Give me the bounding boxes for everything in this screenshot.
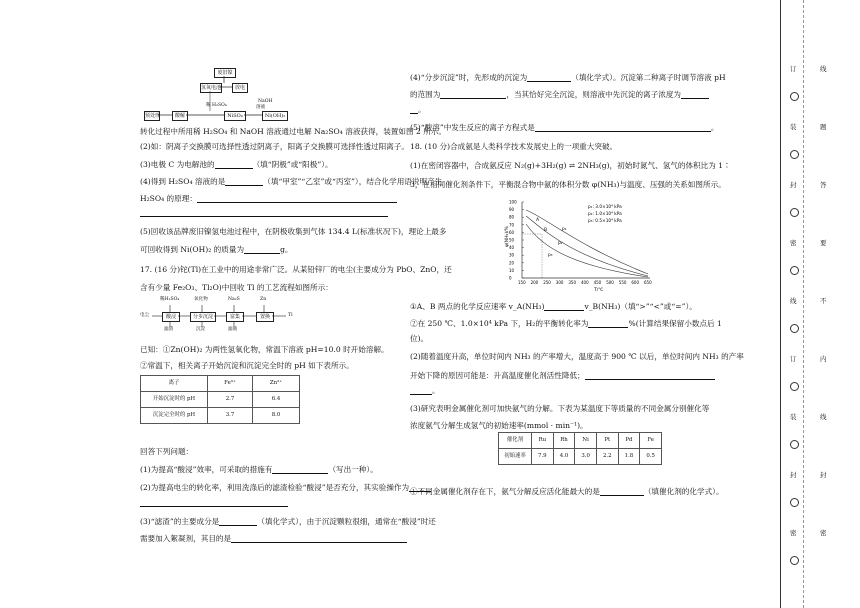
table-header: 催化剂	[499, 433, 532, 449]
binding-char: 订	[790, 65, 797, 73]
text-segment: 开始下降的原因可能是：升高温度催化剂活性降低；	[410, 371, 585, 380]
table-row	[141, 392, 300, 408]
answer-blank[interactable]	[215, 160, 253, 169]
question-2-line	[410, 371, 715, 380]
text-segment: 需要加入絮凝剂，其目的是	[140, 534, 232, 543]
flow-box: Ni(OH)₂	[262, 111, 288, 121]
flow-box: 预处理	[145, 113, 161, 119]
y-tick-label: 40	[509, 245, 515, 251]
table-cell: 3.0	[575, 449, 597, 465]
text-segment: (2)为提高电尘的转化率，利用洗涤后的滤渣检验“酸浸”是否充分，其实验操作为	[140, 483, 410, 492]
question-3a-line	[410, 487, 724, 496]
y-axis-label: φ(NH₃)/%	[505, 226, 510, 247]
table-header: Ru	[532, 433, 554, 449]
table-header: Ni	[575, 433, 597, 449]
x-tick-label: 350	[568, 280, 577, 285]
answer-blank[interactable]	[600, 487, 644, 496]
x-axis-label: T/℃	[594, 288, 604, 292]
ph-table	[140, 375, 300, 424]
binding-dash	[803, 0, 804, 608]
text-segment: ，当其恰好完全沉淀，则溶液中先沉淀的离子浓度为	[506, 90, 682, 99]
y-tick-label: 100	[509, 199, 517, 205]
flow-label: 稀 H₂SO₄	[206, 103, 227, 108]
text-line: 3，在相同催化剂条件下，平衡混合物中氨的体积分数 φ(NH₃)与温度、压强的关系如图所示。	[410, 180, 726, 189]
flow-box: 富集	[226, 312, 244, 322]
binding-char: 封	[790, 471, 797, 479]
answer-blank[interactable]	[544, 302, 584, 311]
text-segment: (3)“滤渣”的主要成分是	[140, 517, 220, 526]
text-segment: ①A、B 两点的化学反应速率 v_A(NH₃)	[410, 302, 545, 311]
flow-arrows	[140, 66, 320, 126]
question-4-line-3	[410, 105, 426, 114]
question-3b-line-2	[140, 534, 407, 543]
text-line: 浓度氨气分解生成氢气的初始速率(mmol · min⁻¹)。	[410, 421, 588, 430]
binding-char: 线	[820, 65, 827, 73]
flow-arrows	[140, 296, 310, 336]
curve-label: p₃	[548, 253, 553, 258]
flow-box: 酸浸	[162, 312, 180, 322]
answer-blank[interactable]	[588, 319, 628, 328]
legend-entry: p₂: 1.0×10⁴ kPa	[588, 212, 622, 217]
curve-p2	[526, 216, 648, 276]
binding-char: 密	[790, 239, 797, 247]
table-row	[141, 376, 300, 392]
text-segment: %(计算结果保留小数点后 1	[628, 319, 722, 328]
flow-output: 沉淀	[196, 327, 206, 332]
y-tick-label: 80	[509, 214, 515, 220]
x-tick-label: 200	[530, 280, 539, 285]
text-segment: 。	[418, 105, 426, 114]
table-header: Fe³⁺	[208, 376, 253, 392]
binding-char: 订	[790, 355, 797, 363]
text-line: 回答下列问题：	[140, 447, 194, 456]
table-header: Zn²⁺	[252, 376, 299, 392]
binding-hole	[790, 150, 799, 159]
question-5-line	[410, 123, 718, 132]
table-cell: 6.4	[252, 392, 299, 408]
question-1-line	[140, 465, 378, 474]
answer-blank[interactable]	[535, 123, 711, 132]
binding-hole	[790, 208, 799, 217]
binding-char: 要	[820, 239, 827, 247]
curve-label: p₂	[558, 241, 563, 246]
table-cell: 0.5	[640, 449, 662, 465]
flow-end: Tl	[288, 313, 293, 318]
text-segment: g。	[280, 245, 293, 254]
y-tick-label: 90	[509, 207, 515, 213]
flow-reagent: 稀H₂SO₄	[160, 297, 180, 302]
table-cell: 7.9	[532, 449, 554, 465]
nickel-recycle-flow	[140, 66, 320, 126]
table-header: Pt	[596, 433, 618, 449]
question-3b-line	[140, 517, 436, 526]
flow-label: 溶液	[256, 105, 266, 110]
curve-label: p₁	[562, 227, 567, 232]
question-18-title: 18. (10 分)合成氨是人类科学技术发展史上的一项重大突破。	[410, 142, 618, 151]
y-tick-label: 0	[509, 275, 512, 281]
flow-reagent: 氧化物	[194, 297, 208, 302]
text-segment: （填催化剂的化学式）。	[643, 487, 724, 496]
text-line: (2)随着温度升高，单位时间内 NH₃ 的产率增大，温度高于 900 ℃ 以后，单位时间内 NH₃ 的产率	[410, 352, 744, 361]
text-line: 位)。	[410, 334, 429, 343]
table-cell: 1.8	[618, 449, 640, 465]
text-segment: （填化学式），由于沉淀颗粒很细，通常在“酸浸”时还	[257, 517, 436, 526]
answer-line	[140, 208, 388, 217]
flow-output: 滤液	[228, 327, 238, 332]
table-cell: 沉淀完全时的 pH	[141, 408, 208, 424]
text-line: (1)在密闭容器中，合成氨反应 N₂(g)+3H₂(g) ⇌ 2NH₃(g)，初始时氮气、氢气的体积比为 1∶	[410, 161, 731, 170]
text-segment: H₂SO₄ 的原理：	[140, 194, 197, 203]
flow-reagent: Na₂S	[228, 297, 240, 302]
text-segment: 。	[432, 386, 440, 395]
binding-char: 封	[790, 181, 797, 189]
text-segment: (4)得到 H₂SO₄ 溶液的是	[140, 177, 226, 186]
binding-char: 线	[790, 297, 797, 305]
text-segment: v_B(NH₃)（填“>”“<”或“=”）。	[584, 302, 697, 311]
question-2-line	[140, 483, 431, 492]
table-cell: 开始沉淀时的 pH	[141, 392, 208, 408]
binding-char: 装	[790, 413, 797, 421]
answer-line	[140, 498, 288, 507]
x-tick-label: 450	[593, 280, 602, 285]
answer-blank[interactable]	[272, 465, 328, 474]
flow-box: 置换	[256, 312, 274, 322]
table-cell: 2.2	[596, 449, 618, 465]
flow-box: 放电	[232, 83, 248, 93]
flow-box: 酸解	[172, 111, 188, 121]
y-tick-label: 60	[509, 229, 515, 235]
legend-entry: p₃: 0.5×10⁴ kPa	[588, 219, 622, 224]
flow-start: 电尘	[140, 313, 150, 318]
binding-hole	[790, 440, 799, 449]
table-row	[499, 433, 662, 449]
text-line: 已知：①Zn(OH)₂ 为两性氢氧化物，常温下溶液 pH=10.0 时开始溶解。	[140, 345, 389, 354]
table-cell: 8.0	[252, 408, 299, 424]
text-line: 转化过程中所用稀 H₂SO₄ 和 NaOH 溶液通过电解 Na₂SO₄ 溶液获得，装置如图 2 所示。	[140, 127, 447, 136]
binding-hole	[790, 266, 799, 275]
binding-char: 内	[820, 355, 827, 363]
binding-hole	[790, 92, 799, 101]
flow-reagent: Zn	[260, 297, 267, 302]
text-segment: ②在 250 ℃、1.0×10⁴ kPa 下，H₂的平衡转化率为	[410, 319, 589, 328]
binding-char: 题	[820, 123, 827, 131]
x-ticks	[518, 280, 652, 285]
binding-char: 密	[820, 529, 827, 537]
binding-char: 不	[820, 297, 827, 305]
answer-blank[interactable]	[219, 517, 257, 526]
binding-hole	[790, 498, 799, 507]
text-line: (5)回收该品牌废旧镍氢电池过程中，在阴极收集到气体 134.4 L(标准状况下)，理论上最多	[140, 227, 447, 236]
answer-blank[interactable]	[585, 371, 715, 380]
text-line: (2)如：阴离子交换膜可选择性透过阴离子，阳离子交换膜可选择性透过阳离子。	[140, 142, 409, 151]
table-cell: 3.7	[208, 408, 253, 424]
binding-char: 线	[820, 413, 827, 421]
x-tick-label: 600	[631, 280, 640, 285]
question-4-line-2	[140, 194, 397, 203]
answer-blank[interactable]	[440, 90, 506, 99]
text-segment: (1)为提高“酸浸”效率，可采取的措施有	[140, 465, 273, 474]
answer-blank[interactable]	[197, 194, 397, 203]
text-segment: 。	[710, 123, 719, 132]
question-1a-line	[410, 302, 697, 311]
table-header: Pd	[618, 433, 640, 449]
flow-label: NaOH	[258, 99, 273, 104]
text-segment: （填“阴极”或“阳极”）。	[252, 160, 333, 169]
curve-p1	[526, 210, 648, 274]
question-5-line	[140, 245, 293, 254]
question-4-line	[140, 177, 442, 186]
y-tick-label: 20	[509, 260, 515, 266]
answer-blank[interactable]	[410, 386, 432, 395]
binding-hole	[790, 382, 799, 391]
catalyst-table	[498, 432, 662, 465]
text-segment: (4)“分步沉淀”时，先形成的沉淀为	[410, 73, 528, 82]
answer-blank[interactable]	[231, 534, 407, 543]
text-segment: （写出一种）。	[328, 465, 378, 474]
legend-entry: p₁: 3.0×10⁴ kPa	[588, 205, 622, 210]
text-segment: (3)电极 C 为电解池的	[140, 160, 215, 169]
answer-blank[interactable]	[527, 73, 571, 82]
table-cell: 2.7	[208, 392, 253, 408]
answer-blank[interactable]	[140, 498, 288, 507]
point-label: B	[544, 228, 548, 233]
answer-blank[interactable]	[140, 208, 388, 217]
y-tick-label: 10	[509, 267, 515, 273]
x-tick-label: 300	[555, 280, 564, 285]
question-3-line	[140, 160, 333, 169]
binding-char: 密	[790, 529, 797, 537]
x-tick-label: 250	[543, 280, 551, 285]
binding-line	[780, 0, 781, 608]
point-label: A	[536, 218, 540, 223]
text-segment: （填化学式）。沉淀第二种离子时调节溶液 pH	[571, 73, 726, 82]
x-tick-label: 550	[618, 280, 627, 285]
table-header: Fe	[640, 433, 662, 449]
y-tick-label: 30	[509, 252, 515, 258]
x-tick-label: 650	[644, 280, 652, 285]
binding-char: 答	[820, 181, 827, 189]
text-segment: 可回收得到 Ni(OH)₂ 的质量为	[140, 245, 245, 254]
binding-hole	[790, 324, 799, 333]
text-segment: ①不同金属催化剂存在下，氨气分解反应活化能最大的是	[410, 487, 600, 496]
answer-blank[interactable]	[681, 90, 709, 99]
binding-char: 装	[790, 123, 797, 131]
answer-blank[interactable]	[410, 105, 418, 114]
answer-blank[interactable]	[225, 177, 263, 186]
flow-box: NiSO₄	[224, 111, 246, 121]
binding-hole	[790, 556, 799, 565]
y-tick-label: 70	[509, 222, 515, 228]
answer-blank[interactable]	[244, 245, 280, 254]
question-4-line	[410, 73, 726, 82]
binding-margin	[776, 0, 860, 608]
text-segment: （填“甲室”“乙室”或“丙室”），结合化学用语说明产生	[263, 177, 443, 186]
table-row	[499, 449, 662, 465]
ammonia-equilibrium-graph	[498, 196, 678, 292]
question-4-line-2	[410, 90, 709, 99]
text-line: (3)研究表明金属催化剂可加快氨气的分解。下表为某温度下等质量的不同金属分别催化等	[410, 404, 710, 413]
binding-char: 封	[820, 471, 827, 479]
flow-box: 废旧镍	[214, 68, 236, 78]
text-line: 含有少量 Fe₂O₃、Tl₂O)中回收 Tl 的工艺流程如图所示：	[140, 283, 333, 292]
flow-box: 氢氧电池	[201, 85, 222, 91]
table-row	[141, 408, 300, 424]
table-header: 离子	[141, 376, 208, 392]
table-cell: 初始速率	[499, 449, 532, 465]
table-cell: 4.0	[553, 449, 575, 465]
flow-output: 滤渣	[164, 327, 174, 332]
text-segment: (5)“酸溶”中发生反应的离子方程式是	[410, 123, 535, 132]
x-tick-label: 500	[606, 280, 614, 285]
thallium-process-flow	[140, 296, 310, 336]
x-tick-label: 400	[581, 280, 589, 285]
y-tick-label: 50	[509, 237, 515, 243]
question-17-title: 17. (16 分)铊(Tl)在工业中的用途非常广泛。从某铅锌厂的电尘(主要成分为 PbO、ZnO，还	[140, 265, 452, 274]
answer-line	[410, 386, 440, 395]
text-segment: 的范围为	[410, 90, 441, 99]
question-1b-line	[410, 319, 722, 328]
x-tick-label: 150	[518, 280, 526, 285]
text-line: ②常温下，相关离子开始沉淀和沉淀完全时的 pH 如下表所示。	[140, 361, 354, 370]
table-header: Rh	[553, 433, 575, 449]
flow-box: 分步沉淀	[190, 312, 216, 322]
